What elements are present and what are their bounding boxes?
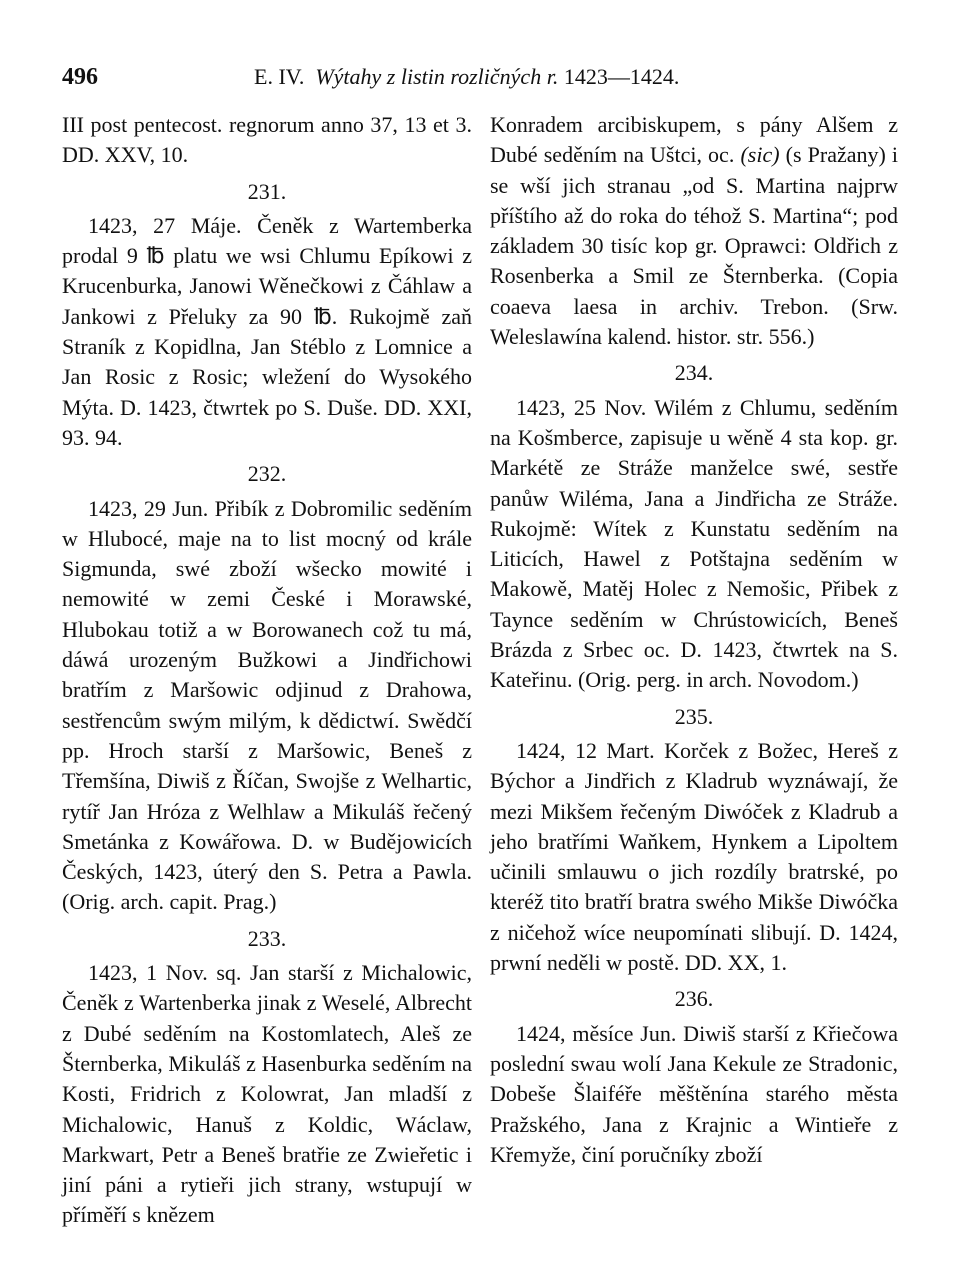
entry-text-234: 1423, 25 Nov. Wilém z Chlumu, seděním na Košmberce, zapisuje u wěně 4 sta kop. gr. Markétě ze Stráže manželce swé, sestře panůw Wiléma, Jana a Jindřicha ze Stráže. Rukojmě: Wítek z Kunstatu seděním na Liticích, Hawel z Potštajna seděním w Makowě, Matěj Holec z Nemošic, Přibek z Taynce seděním w Chrústowicích, Beneš Brázda z Srbec oc. D. 1423, čtwrtek na S. Kateřinu. (Orig. perg. in arch. Novodom.) — [490, 394, 898, 693]
sic-note: (sic) — [740, 142, 780, 168]
running-title-years: 1423—1424. — [563, 64, 680, 89]
entry-text-235: 1424, 12 Mart. Korček z Božec, Hereš z Býchor a Jindřich z Kladrub wyznáwají, že mezi Mikšem řečeným Diwóček z Kladrub a jeho bratřími Waňkem, Hynkem a Lipoltem učinili smlauwu o jich rozdíly bratrské, po kteréž tito bratří bratra swého Mikše Diwóčka z ničehož wíce neupomínati slibují. D. 1424, prwní neděli w postě. DD. XX, 1. — [490, 737, 898, 976]
entry-number-236: 236. — [674, 986, 714, 1012]
entry-number-233: 233. — [247, 925, 287, 951]
continuation-text-right — [490, 110, 898, 352]
continuation-right-part2: (s Pražany) i se wší jich stranau „od S. Martina najprw příštího až do roka do téhož S. Martina“; pod základem 30 tisíc kop gr. Oprawci: Oldřich z Rosenberka a Smil ze Šternberka. (Copia coaeva laesa in archiv. Trebon. (Srw. Weleslawína kalend. histor. str. 556.) — [490, 142, 899, 350]
continuation-text: III post pentecost. regnorum anno 37, 13 et 3. DD. XXV, 10. — [62, 112, 472, 168]
entry-number-232: 232. — [247, 461, 287, 487]
section-label: E. IV. — [254, 64, 305, 89]
left-column — [62, 110, 472, 1231]
entry-text-231: 1423, 27 Máje. Čeněk z Wartemberka prodal 9 ℔ platu we wsi Chlumu Epíkowi z Krucenburka, Janowi Wěnečkowi z Čáhlaw a Jankowi z Přeluky za 90 ℔. Rukojmě zaň Straník z Kopidlna, Jan Stéblo z Lomnice a Jan Rosic z Rosic; wležení do Wysokého Mýta. D. 1423, čtwrtek po S. Duše. DD. XXI, 93. 94. — [62, 212, 472, 450]
running-title — [254, 64, 679, 90]
entry-number-231: 231. — [247, 178, 287, 204]
entry-text-233: 1423, 1 Nov. sq. Jan starší z Michalowic, Čeněk z Wartenberka jinak z Weselé, Albrecht z Dubé seděním na Kostomlatech, Aleš ze Šternberka, Mikuláš z Hasenburka seděním na Kosti, Fridrich z Kolowrat, Jan mladší z Michalowic, Hanuš z Koldic, Wáclaw, Markwart, Petr a Beneš bratřie ze Zwieřetic i jiní páni a rytieři jich strany, wstupují w příměří s knězem — [62, 960, 472, 1228]
page-number: 496 — [62, 64, 98, 90]
running-title-italic: Wýtahy z listin rozličných r. — [315, 64, 559, 89]
right-column — [490, 110, 898, 1170]
continuation-right-part1: Konradem arcibiskupem, s pány Alšem z Dubé seděním na Uštci, oc. — [490, 112, 898, 168]
entry-text-232: 1423, 29 Jun. Přibík z Dobromilic seděním w Hlubocé, maje na to list mocný od krále Sigmunda, swé zboží wšecko mowité i nemowité w zemi České i Morawské, Hlubokau totiž a w Borowanech což tu má, dáwá urozeným Bužkowi a Jindřichowi bratřím z Maršowic odjinud z Drahowa, sestřencům swým milým, k dědictwí. Swědčí pp. Hroch starší z Maršowic, Beneš z Třemšína, Diwiš z Říčan, Swojše z Welhartic, rytíř Jan Hróza z Welhlaw a Mikuláš řečený Smetánka z Kowářowa. D. w Budějowicích Českých, 1423, úterý den S. Petra a Pawla. (Orig. arch. capit. Prag.) — [62, 495, 472, 915]
entry-number-234: 234. — [674, 360, 714, 386]
page-header — [62, 64, 902, 98]
entry-text-236: 1424, měsíce Jun. Diwiš starší z Křiečowa poslední swau wolí Jana Kekule ze Stradonic, Dobeše Šlaiféře měštěnína starého města Pražského, Jana z Krajnic a Wintieře z Křemyže, činí poručníky zboží — [490, 1020, 898, 1167]
entry-number-235: 235. — [674, 703, 714, 729]
